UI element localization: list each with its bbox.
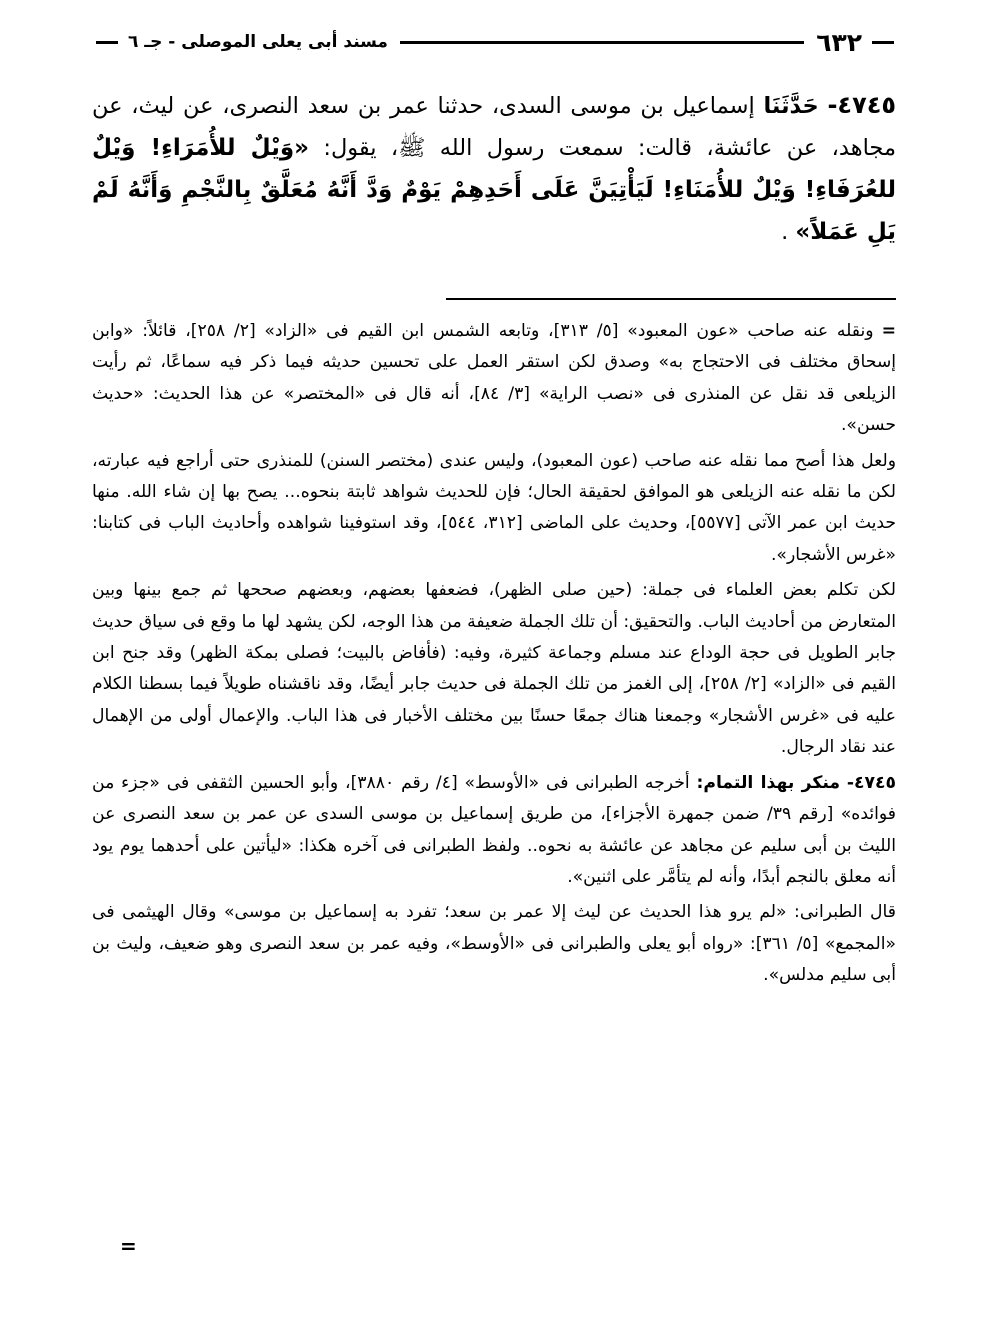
- running-title: مسند أبى يعلى الموصلى - جـ ٦: [128, 32, 388, 52]
- footnote-separator: [446, 298, 896, 300]
- running-header: [96, 24, 894, 60]
- continuation-mark: =: [881, 321, 896, 341]
- header-rule: [400, 41, 804, 44]
- hadith-number: ٤٧٤٥-: [827, 91, 897, 119]
- header-dash-right: [872, 41, 894, 44]
- header-dash-left: [96, 41, 118, 44]
- page-number: ٦٣٢: [816, 27, 862, 57]
- hadith-text: [92, 84, 896, 253]
- continuation-end-mark: =: [120, 1234, 137, 1258]
- footnote-hadith-note: [92, 768, 896, 894]
- footnote-paragraph: =ونقله عنه صاحب «عون المعبود» [٥/ ٣١٣]، وتابعه الشمس ابن القيم فى «الزاد» [٢/ ٢٥٨]، قائلاً: «وابن إسحاق مختلف فى الاحتجاج به» وصدق لكن استقر العمل على تحسين حديثه فيما ذكر فيه سماعًا، ثم رأيت الزيلعى قد نقل عن المنذرى فى «نصب الراية» [٣/ ٨٤]، أنه قال فى «المختصر» عن هذا الحديث: «حديث حسن».: [92, 321, 897, 436]
- footnote-paragraph: ولعل هذا أصح مما نقله عنه صاحب (عون المعبود)، وليس عندى (مختصر السنن) للمنذرى حتى أراجع فيه عبارته، لكن ما نقله عنه الزيلعى هو الموافق لحقيقة الحال؛ فإن للحديث شواهد ثابتة بنحوه... يصح بها إن شاء الله. منها حديث ابن عمر الآتى [٥٥٧٧]، وحديث على الماضى [٣١٢، ٥٤٤]، وقد استوفينا شواهده وأحاديث الباب فى كتابنا: «غرس الأشجار».: [92, 450, 897, 565]
- hadith-opening: حَدَّثَنَا: [763, 93, 819, 119]
- note-number: ٤٧٤٥-: [846, 772, 896, 793]
- hadith-end: .: [781, 219, 789, 245]
- footnotes: [92, 316, 896, 996]
- hadith-matn: «وَيْلٌ للأُمَرَاءِ! وَيْلٌ للعُرَفَاءِ! وَيْلٌ للأُمَنَاءِ! لَيَأْتِيَنَّ عَلَى أَحَدِهِمْ يَوْمٌ وَدَّ أَنَّهُ مُعَلَّقٌ بِالنَّجْمِ وَأَنَّهُ لَمْ يَلِ عَمَلاً»: [92, 135, 896, 245]
- footnote-paragraph: لكن تكلم بعض العلماء فى جملة: (حين صلى الظهر)، فضعفها بعضهم، وبعضهم صححها ثم جمع بينها وبين المتعارض من أحاديث الباب. والتحقيق: أن تلك الجملة ضعيفة من هذا الوجه، لكن يشهد لها ما وقع فى سياق حديث جابر الطويل فى حجة الوداع عند مسلم وجماعة كثيرة، وفيه: (فأفاض بالبيت؛ فصلى بمكة الظهر) وقد جنح ابن القيم فى «الزاد» [٢/ ٢٥٨]، إلى الغمز من تلك الجملة فى حديث جابر أيضًا، وقد ناقشناه طويلاً فيما بسطنا الكلام عليه فى «غرس الأشجار» وجمعنا هناك جمعًا حسنًا بين مختلف الأخبار فى هذا الباب. والإعمال أولى من الإهمال عند نقاد الرجال.: [92, 580, 896, 758]
- note-takhrij: أخرجه الطبرانى فى «الأوسط» [٤/ رقم ٣٨٨٠]، وأبو الحسين الثقفى فى «جزء من فوائده» [رقم ٣٩/ ضمن جمهرة الأجزاء]، من طريق إسماعيل بن موسى السدى عن عمر بن سعد النصرى عن الليث بن أبى سليم عن مجاهد عن عائشة به نحوه.. ولفظ الطبرانى فى آخره هكذا: «ليأتين على أحدهما يوم يود أنه معلق بالنجم أبدًا، وأنه لم يتأمَّر على اثنين».: [92, 772, 896, 887]
- note-grade: منكر بهذا التمام:: [696, 772, 841, 793]
- footnote-paragraph: قال الطبرانى: «لم يرو هذا الحديث عن ليث إلا عمر بن سعد؛ تفرد به إسماعيل بن موسى» وقال الهيثمى فى «المجمع» [٥/ ٣٦١]: «رواه أبو يعلى والطبرانى فى «الأوسط»، وفيه عمر بن سعد النصرى وهو ضعيف، وليث بن أبى سليم مدلس».: [92, 902, 897, 986]
- hadith-chain: إسماعيل بن موسى السدى، حدثنا عمر بن سعد النصرى، عن ليث، عن مجاهد، عن عائشة، قالت: سمعت رسول الله ﷺ، يقول:: [92, 93, 897, 161]
